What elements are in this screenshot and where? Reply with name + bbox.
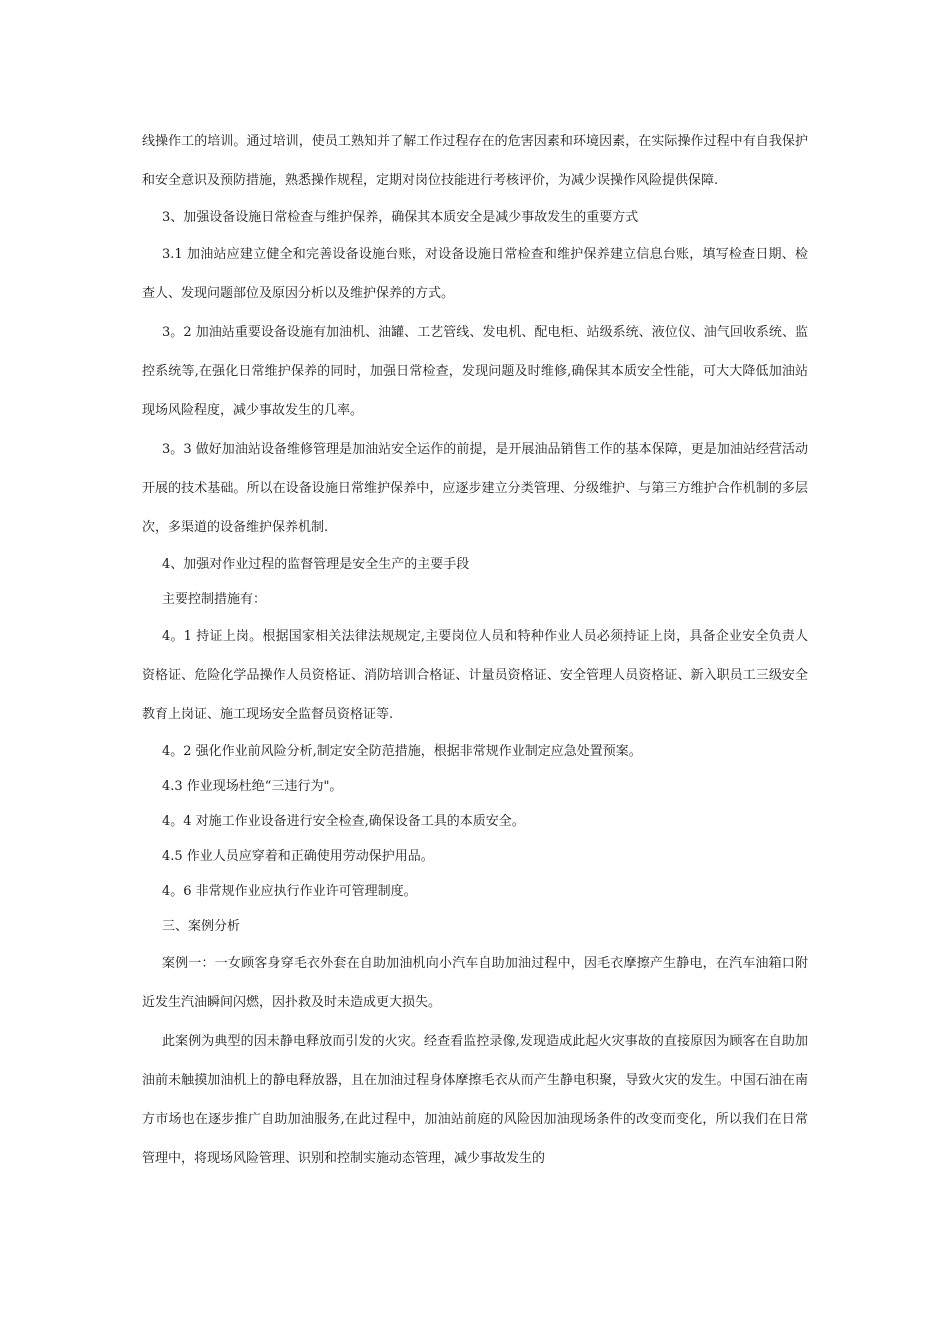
- paragraph-3-2: 3。2 加油站重要设备设施有加油机、油罐、工艺管线、发电机、配电柜、站级系统、液位仪、油气回收系统、监控系统等,在强化日常维护保养的同时，加强日常检查，发现问题及时维修,确保其本质安全性能，可大大降低加油站现场风险程度，减少事故发生的几率。: [142, 325, 808, 418]
- paragraph-4-2: 4。2 强化作业前风险分析,制定安全防范措施，根据非常规作业制定应急处置预案。: [162, 744, 642, 759]
- document-body: [142, 122, 808, 1178]
- paragraph-4-3: 4.3 作业现场杜绝“三违行为"。: [162, 779, 343, 794]
- paragraph-case-analysis: 此案例为典型的因未静电释放而引发的火灾。经查看监控录像,发现造成此起火灾事故的直接原因为顾客在自助加油前未触摸加油机上的静电释放器，且在加油过程身体摩擦毛衣从而产生静电积聚，导致火灾的发生。中国石油在南方市场也在逐步推广自助加油服务,在此过程中，加油站前庭的风险因加油现场条件的改变而变化，所以我们在日常管理中，将现场风险管理、识别和控制实施动态管理，减少事故发生的: [142, 1034, 808, 1166]
- paragraph-3-1: 3.1 加油站应建立健全和完善设备设施台账，对设备设施日常检查和维护保养建立信息台账，填写检查日期、检查人、发现问题部位及原因分析以及维护保养的方式。: [142, 247, 808, 301]
- paragraph-4-6: 4。6 非常规作业应执行作业许可管理制度。: [162, 884, 417, 899]
- paragraph-4-5: 4.5 作业人员应穿着和正确使用劳动保护用品。: [162, 849, 434, 864]
- paragraph-3-3: 3。3 做好加油站设备维修管理是加油站安全运作的前提，是开展油品销售工作的基本保障，更是加油站经营活动开展的技术基础。所以在设备设施日常维护保养中，应逐步建立分类管理、分级维护、与第三方维护合作机制的多层次，多渠道的设备维护保养机制.: [142, 442, 808, 535]
- paragraph-4-1: 4。1 持证上岗。根据国家相关法律法规规定,主要岗位人员和特种作业人员必须持证上岗，具备企业安全负责人资格证、危险化学品操作人员资格证、消防培训合格证、计量员资格证、安全管理人员资格证、新入职员工三级安全教育上岗证、施工现场安全监督员资格证等.: [142, 629, 808, 722]
- paragraph-4-4: 4。4 对施工作业设备进行安全检查,确保设备工具的本质安全。: [162, 814, 525, 829]
- paragraph-training-continued: 线操作工的培训。通过培训，使员工熟知并了解工作过程存在的危害因素和环境因素，在实际操作过程中有自我保护和安全意识及预防措施，熟悉操作规程，定期对岗位技能进行考核评价，为减少误操作风险提供保障.: [142, 134, 808, 188]
- paragraph-case-one: 案例一：一女顾客身穿毛衣外套在自助加油机向小汽车自助加油过程中，因毛衣摩擦产生静电，在汽车油箱口附近发生汽油瞬间闪燃，因扑救及时未造成更大损失。: [142, 956, 808, 1010]
- heading-section-4: 4、加强对作业过程的监督管理是安全生产的主要手段: [162, 557, 470, 572]
- paragraph-main-measures: 主要控制措施有：: [162, 592, 267, 607]
- heading-case-analysis: 三、案例分析: [162, 919, 241, 934]
- heading-section-3: 3、加强设备设施日常检查与维护保养，确保其本质安全是减少事故发生的重要方式: [162, 210, 639, 225]
